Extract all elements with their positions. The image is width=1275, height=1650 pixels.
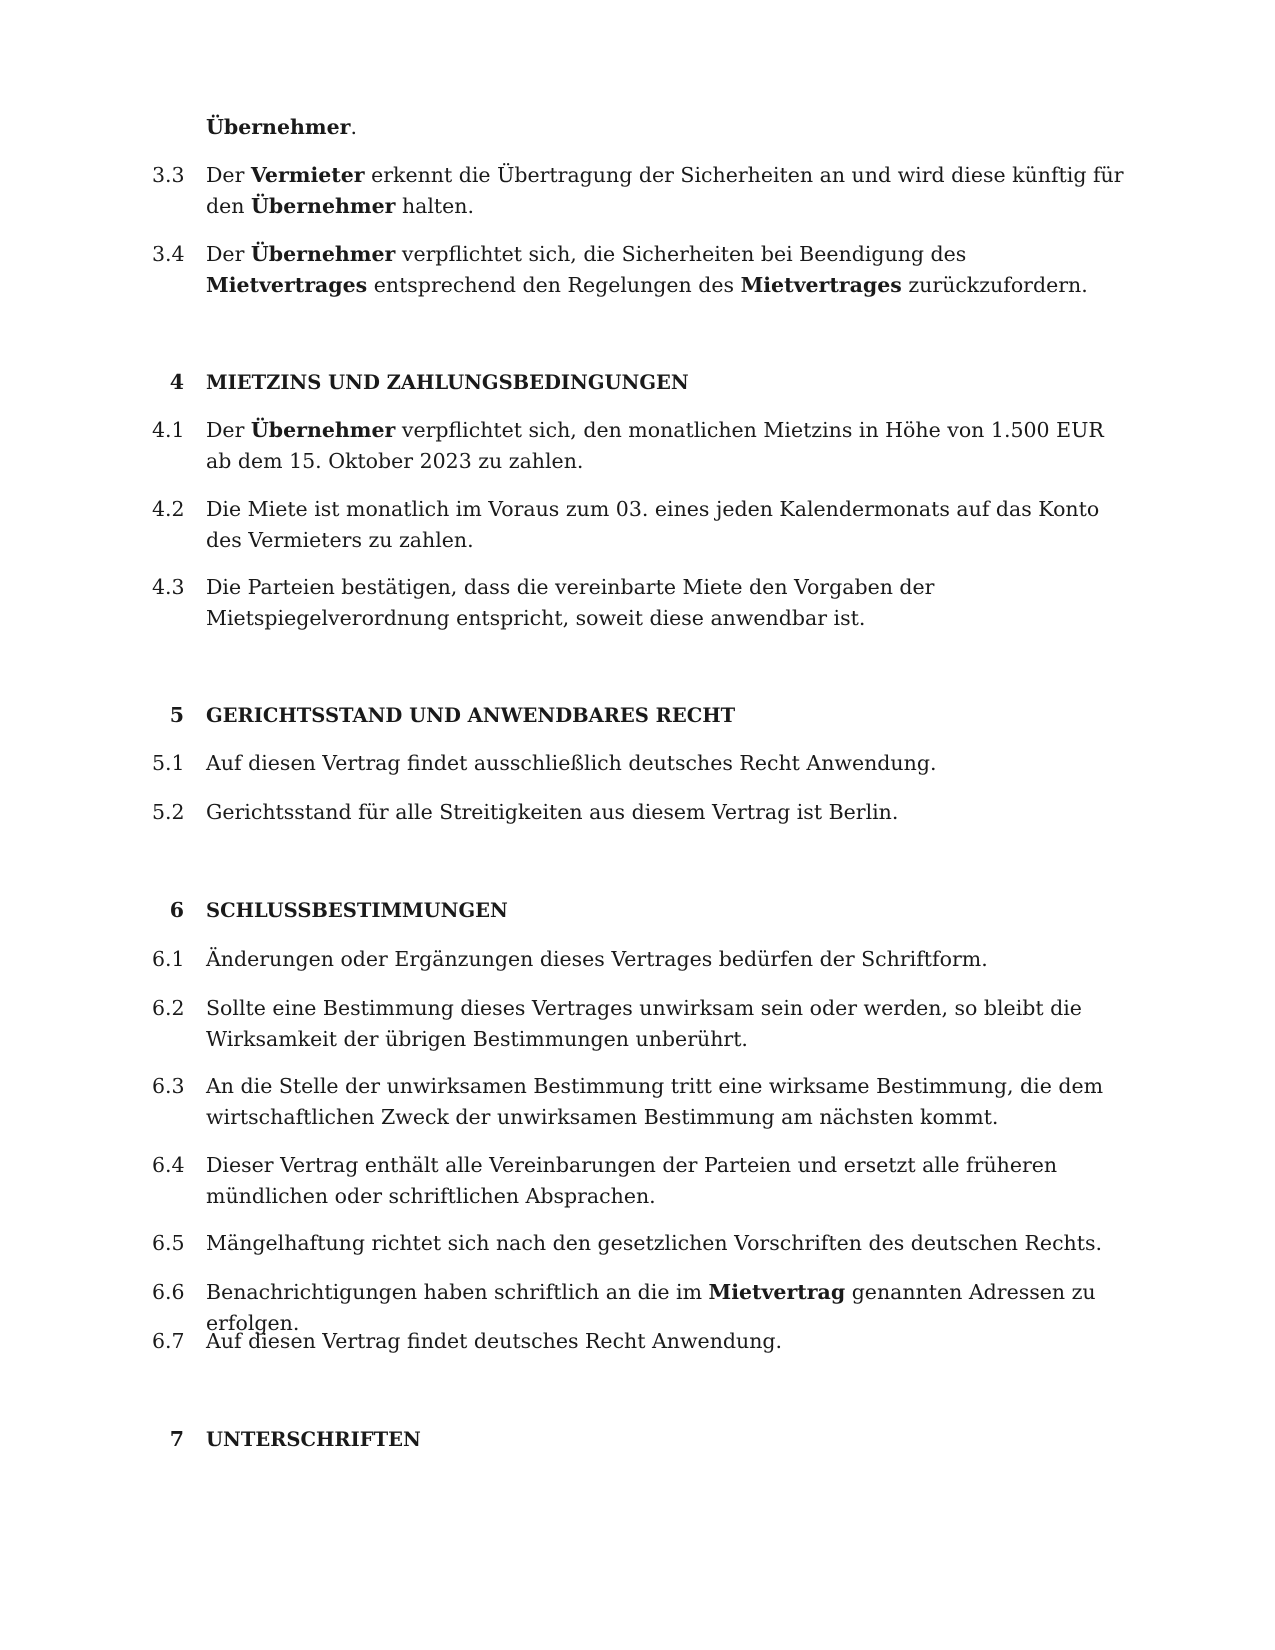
section-title: MIETZINS UND ZAHLUNGSBEDINGUNGEN (206, 371, 689, 394)
clause-text: Die Parteien bestätigen, dass die vereinbarte Miete den Vorgaben der Mietspiegelverordnung entspricht, soweit diese anwendbar ist. (206, 575, 935, 630)
section-title: UNTERSCHRIFTEN (206, 1428, 421, 1451)
clause-number: 5.1 (152, 751, 185, 775)
section-number: 7 (169, 1427, 184, 1451)
clause-number: 4.1 (152, 418, 185, 442)
bold-term: Mietvertrages (206, 273, 368, 297)
clause-text: Gerichtsstand für alle Streitigkeiten aus diesem Vertrag ist Berlin. (206, 800, 899, 824)
clause-text: An die Stelle der unwirksamen Bestimmung tritt eine wirksame Bestimmung, die dem wirtschaftlichen Zweck der unwirksamen Bestimmung am nächsten kommt. (206, 1074, 1104, 1129)
clause-number: 3.4 (152, 242, 185, 266)
clause-number: 6.3 (152, 1074, 185, 1098)
clause-3-4 (152, 239, 1132, 301)
clause-text: Der Übernehmer verpflichtet sich, den monatlichen Mietzins in Höhe von 1.500 EUR ab dem 15. Oktober 2023 zu zahlen. (206, 418, 1104, 473)
clause-text: Der Übernehmer verpflichtet sich, die Sicherheiten bei Beendigung des Mietvertrages entsprechend den Regelungen des Mietvertrages zurückzufordern. (206, 242, 1088, 297)
bold-term: Vermieter (250, 163, 365, 187)
clause-6-1 (152, 944, 1132, 975)
clause-6-7 (152, 1326, 1132, 1357)
clause-number: 6.1 (152, 947, 185, 971)
clause-number: 5.2 (152, 800, 185, 824)
bold-term: Übernehmer (206, 115, 351, 139)
section-heading-4 (152, 367, 1132, 398)
bold-term: Übernehmer (250, 418, 396, 442)
section-title: SCHLUSSBESTIMMUNGEN (206, 899, 508, 922)
section-number: 4 (169, 370, 184, 394)
section-heading-6 (152, 895, 1132, 926)
clause-text: Dieser Vertrag enthält alle Vereinbarungen der Parteien und ersetzt alle früheren mündlichen oder schriftlichen Absprachen. (206, 1153, 1058, 1208)
clause-number: 6.5 (152, 1231, 185, 1255)
clause-number: 6.4 (152, 1153, 185, 1177)
bold-term: Übernehmer (250, 242, 396, 266)
bold-term: Mietvertrag (708, 1280, 846, 1304)
clause-6-5 (152, 1228, 1132, 1259)
section-heading-5 (152, 700, 1132, 731)
clause-number: 4.2 (152, 497, 185, 521)
clause-3-3 (152, 160, 1132, 222)
section-number: 5 (169, 703, 184, 727)
clause-5-1 (152, 748, 1132, 779)
section-title: GERICHTSSTAND UND ANWENDBARES RECHT (206, 704, 736, 727)
clause-6-4 (152, 1150, 1132, 1212)
section-number: 6 (169, 898, 184, 922)
clause-number: 3.3 (152, 163, 185, 187)
clause-number: 6.6 (152, 1280, 185, 1304)
clause-text: Benachrichtigungen haben schriftlich an die im Mietvertrag genannten Adressen zu erfolgen. (206, 1280, 1096, 1335)
clause-text: Auf diesen Vertrag findet ausschließlich deutsches Recht Anwendung. (206, 751, 937, 775)
section-heading-7 (152, 1424, 1132, 1455)
clause-text: Die Miete ist monatlich im Voraus zum 03. eines jeden Kalendermonats auf das Konto des Vermieters zu zahlen. (206, 497, 1100, 552)
clause-number: 6.7 (152, 1329, 185, 1353)
clause-number: 4.3 (152, 575, 185, 599)
clause-text: Mängelhaftung richtet sich nach den gesetzlichen Vorschriften des deutschen Rechts. (206, 1231, 1103, 1255)
clause-number: 6.2 (152, 996, 185, 1020)
clause-text: Sollte eine Bestimmung dieses Vertrages unwirksam sein oder werden, so bleibt die Wirksamkeit der übrigen Bestimmungen unberührt. (206, 996, 1082, 1051)
bold-term: Mietvertrages (740, 273, 902, 297)
clause-6-3 (152, 1071, 1132, 1133)
clause-4-2 (152, 494, 1132, 556)
clause-text: Der Vermieter erkennt die Übertragung der Sicherheiten an und wird diese künftig für den Übernehmer halten. (206, 163, 1124, 218)
clause-text: Auf diesen Vertrag findet deutsches Recht Anwendung. (206, 1329, 783, 1353)
clause-6-2 (152, 993, 1132, 1055)
clause-text: Änderungen oder Ergänzungen dieses Vertrages bedürfen der Schriftform. (206, 947, 988, 971)
bold-term: Übernehmer (250, 194, 396, 218)
clause-4-1 (152, 415, 1132, 477)
clause-5-2 (152, 797, 1132, 828)
continuation-line: Übernehmer. (206, 115, 357, 139)
clause-4-3 (152, 572, 1132, 634)
